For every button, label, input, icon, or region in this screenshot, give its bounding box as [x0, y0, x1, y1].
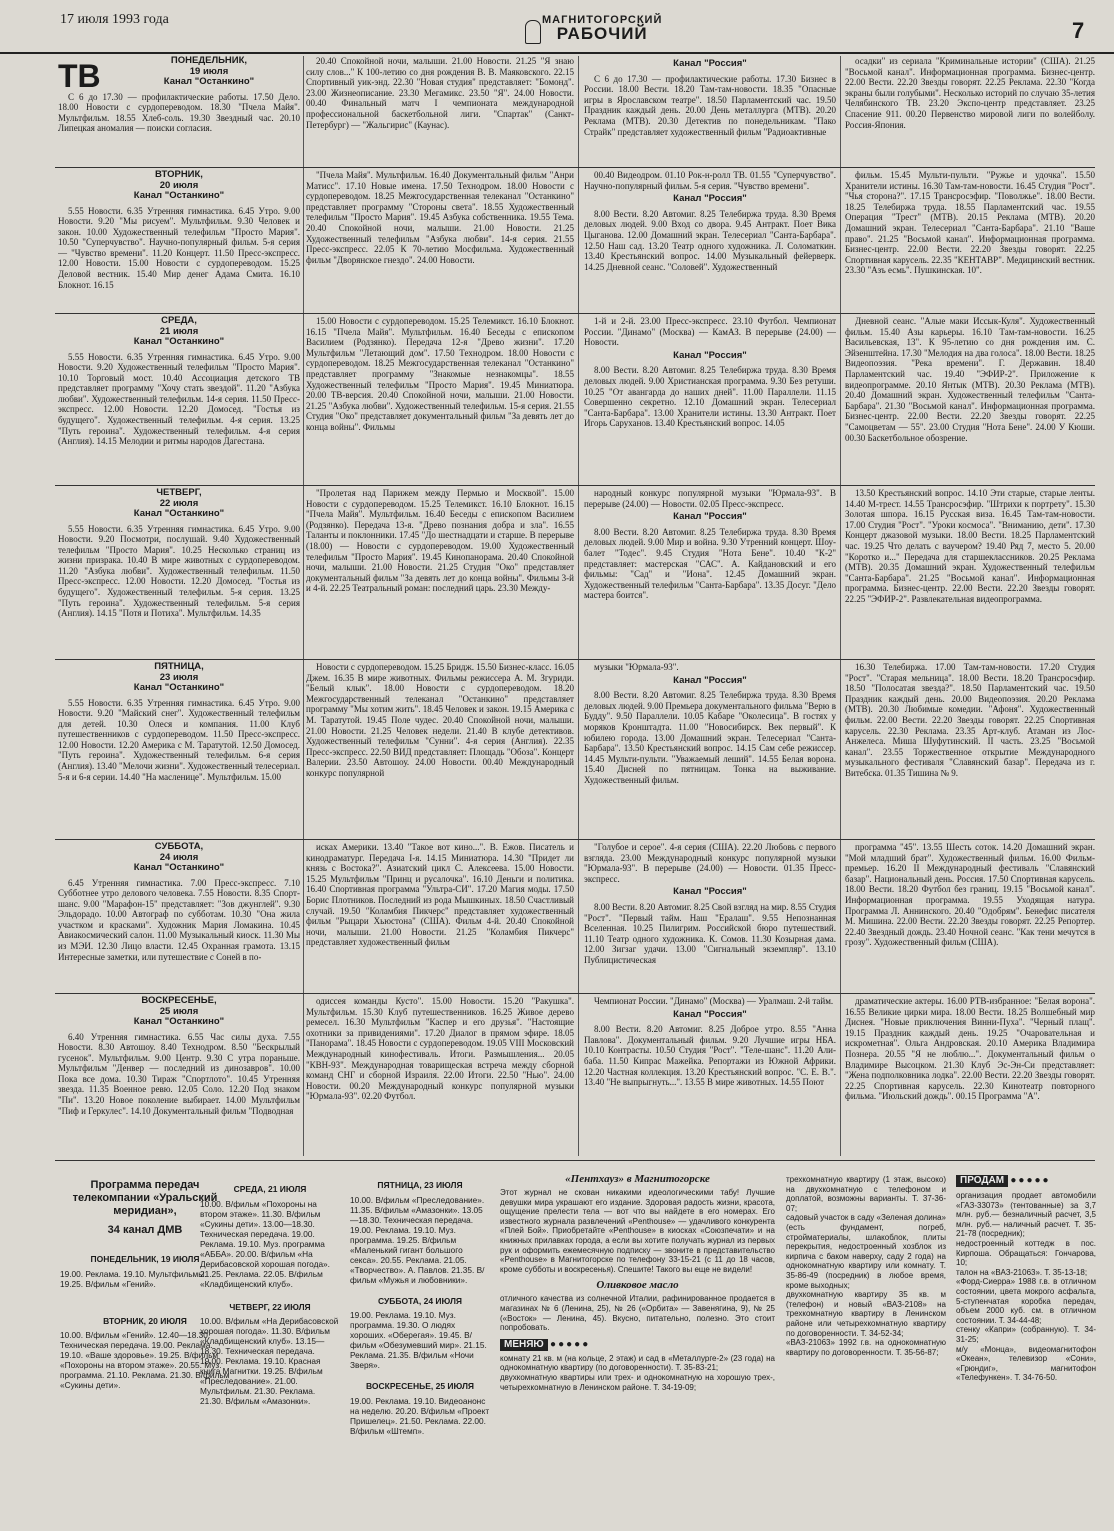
- day-separator: [55, 659, 1095, 660]
- schedule-column-1: [58, 56, 300, 166]
- sale-ads-column: [956, 1175, 1096, 1527]
- program-listing: 8.00 Вести. 8.20 Автомиг. 8.25 Телебиржа труда. 8.30 Время деловых людей. 9.00 Премьера документального фильма "Верю в Будду". 9.50 Параллели. 10.05 Кабаре "Околесица". В гостях у моряков Кронштадта. 11.00 "Новосибирск. Век первый". К юбилею города. 13.00 Домашний экран. Телесериал "Санта-Барбара". 13.50 Крестьянский вопрос. 14.15 Сам себе режиссер. 14.45 Мульти-пульти. "Уважаемый леший". 14.55 Белая ворона. 15.40 Дисней по пятницам. Тонка на выживание. Художественный фильм.: [584, 690, 836, 785]
- issue-date: 17 июля 1993 года: [60, 12, 169, 27]
- schedule-column-1: [58, 316, 300, 484]
- program-listing: 1-й и 2-й. 23.00 Пресс-экспресс. 23.10 Футбол. Чемпионат России. "Динамо" (Москва) — КамАЗ. В перерыве (24.00) — Новости.: [584, 316, 836, 348]
- channel-name: Канал "Россия": [673, 674, 747, 686]
- exchange-label: МЕНЯЮ: [500, 1339, 548, 1351]
- channel-name: Канал "Останкино": [133, 336, 225, 347]
- program-listing: 15.00 Новости с сурдопереводом. 15.25 Телемикст. 16.10 Блокнот. 16.15 "Пчела Майя". Мультфильм. 16.40 Беседы с епископом Василием (Родзянко). Передача 12-я "Древо жизни". 17.20 Мультфильм "Летающий дом". 17.50 Технодром. 18.00 Новости с сурдопереводом. 18.25 Межгосударственная телеканал "Останкино" представляет программу "Знакомые незнакомцы". 18.55 Художественный телефильм "Просто Мария". 19.45 Миниатюра. 20.00 ТВ-версия. 20.40 Спокойной ночи, малыши. 21.00 Новости. 21.25 "Азбука любви". Художественный телефильм. 15-я серия. 21.55 Студия "Око" представляет документальный фильм "За девять лет до конца войны". Фильмы: [306, 316, 574, 432]
- schedule-column-4: [845, 170, 1095, 312]
- schedule-column-1: [58, 488, 300, 658]
- ural-sunday-head: ВОСКРЕСЕНЬЕ, 25 ИЮЛЯ: [365, 1381, 475, 1391]
- ural-monday-head: ПОНЕДЕЛЬНИК, 19 ИЮЛЯ: [90, 1254, 200, 1264]
- channel-name: Канал "Останкино": [133, 1016, 225, 1027]
- column-rule: [840, 56, 841, 1156]
- day-separator: [55, 839, 1095, 840]
- newspaper-emblem-icon: [525, 20, 541, 44]
- schedule-column-3: [584, 56, 836, 166]
- penthouse-ad-title: «Пентхауз» в Магнитогорске: [565, 1173, 710, 1185]
- schedule-column-4: [845, 316, 1095, 484]
- program-listing: 5.55 Новости. 6.35 Утренняя гимнастика. 6.45 Утро. 9.00 Новости. 9.20 Художественный телефильм "Просто Мария". 10.10 Торговый мост. 10.40 Ассоциация детского ТВ представляет программу "Хочу стать звездой". 11.20 "Азбука любви". Художественный телефильм. 14-я серия. 11.50 Пресс-экспресс. 12.00 Новости. 12.20 Домосед. "Гостья из будущего". Художественный телефильм. 4-я серия. 13.25 "Путь героина". Художественный телефильм. 4-я серия (Англия). 14.15 Мелодии и ритмы народов Дагестана.: [58, 351, 300, 447]
- schedule-column-1: [58, 662, 300, 838]
- day-date: 24 июля: [159, 851, 199, 863]
- exchange-ads: комнату 21 кв. м (на кольце, 2 этаж) и сад в «Металлурге-2» (23 года) на однокомнатную квартиру (по договоренности). Т. 35-83-21; двухкомнатную квартиры или трех- и однокомнатную на хорошую трех-, четырехкомнатную в Ленинском районе. Т. 34-19-09;: [500, 1353, 775, 1392]
- program-listing: "Пролетая над Парижем между Пермью и Москвой". 15.00 Новости с сурдопереводом. 15.25 Телемикст. 16.10 Блокнот. 16.15 "Пчела Майя". Мультфильм. 16.40 Беседы с епископом Василием (Родзянко). Передача 13-я. "Древо познания добра и зла". 16.55 Таланты и поклонники. 17.45 "До шестнадцати и старше. В перерыве (18.00) — Новости с сурдопереводом. 19.00 Художественный телефильм "Просто Мария". 19.45 Кинопанорама. 20.40 Спокойной ночи, малыши. 21.00 Новости. 21.25 Студия "Око" представляет документальный фильм "За девять лет до конца войны". Фильмы 3-й и 4-й. 22.25 Театральный роман: последний царь. 23.30 Между-: [306, 488, 574, 594]
- channel-name: Канал "Россия": [673, 511, 747, 523]
- program-listing: "Пчела Майя". Мультфильм. 16.40 Документальный фильм "Анри Матисс". 17.10 Новые имена. 17.50 Технодром. 18.00 Новости с сурдопереводом. 18.25 Межгосударственная телеканал "Останкино" представляет программу "Стороны света". 18.55 Художественный телефильм "Просто Мария". 19.45 Азбука собственника. 19.55 Тема. 20.40 Спокойной ночи, малыши. 21.00 Новости. 21.25 Художественный телефильм "Азбука любви". 14-я серия. 21.55 Пресс-экспресс. 22.05 К 70-летию Мосфильма. Художественный фильм "Дворянское гнездо". 24.00 Новости.: [306, 170, 574, 265]
- decorative-dots-icon: ●●●●●: [550, 1338, 591, 1350]
- ural-saturday-head: СУББОТА, 24 ИЮЛЯ: [377, 1295, 463, 1306]
- day-separator: [55, 167, 1095, 168]
- schedule-column-3: [584, 662, 836, 838]
- channel-name: Канал "Россия": [673, 349, 747, 361]
- sale-label: ПРОДАМ: [956, 1175, 1008, 1187]
- program-listing: Чемпионат России. "Динамо" (Москва) — Уралмаш. 2-й тайм.: [594, 996, 834, 1006]
- program-listing: программа "45". 13.55 Шесть соток. 14.20 Домашний экран. "Мой младший брат". Художественный фильм. 16.00 Фильм-премьер. 16.20 II Международный фестиваль "Славянский базар". Национальный день. Россия. 17.50 Спортивная карусель. 18.00 Вести. 18.20 Футбол без границ. 19.15 "Восьмой канал". Информационная программа. 19.55 Уходящая натура. Программа Л. Аннинского. 20.40 "Одобрям". Бенефис писателя М. Мишина. 22.00 Вести. 22.20 Звезды говорят. 22.25 Репортер. 22.40 Звездный дождь. 23.40 Ночной сеанс. "Как тени мечутся в грозу". Художественный фильм (США).: [845, 842, 1095, 948]
- day-heading: [58, 842, 300, 874]
- day-date: 19 июля: [189, 65, 229, 77]
- program-listing: 8.00 Вести. 8.20 Автомиг. 8.25 Телебиржа труда. 8.30 Время деловых людей. 9.00 Мир и война. 9.30 Утренний концерт. Шоу-балет "Тодес". 9.45 Студия "Нота Бене". 10.40 "К-2" представляет: мастерская "САС". А. Кайдановский и его фильмы: "Сад" и "Иона". 12.45 Домашний экран. Художественный телефильм "Санта-Барбара". 13.35 Досуг. "Дело мастера боится".: [584, 526, 836, 601]
- program-listing: осадки" из сериала "Криминальные истории" (США). 21.25 "Восьмой канал". Информационная программа. Бизнес-центр. 22.00 Вести. 22.20 Звезды говорят. 22.25 Реклама. 22.30 "Когда экраны были голубыми". Несколько историй по случаю 35-летия Челябинского ТВ. 23.20 Экспо-центр представляет. 23.25 Спасение 911. 00.20 Первенство мировой лиги по волейболу. Россия-Япония.: [845, 56, 1095, 130]
- program-listing: Дневной сеанс. "Алые маки Иссык-Куля". Художественный фильм. 15.40 Азы карьеры. 16.10 Там-там-новости. 16.25 Васильевская, 13". К 95-летию со дня рождения им. С. Эйзенштейна. 17.30 "Мелодия на два голоса". 18.00 Вести. 18.25 Видеопоэзия. "Река времени". Г. Державин. 18.40 Парламентский час. 19.40 "ЭФИР-2". Приложение к видеопрограмме. 20.10 Янтык (МТВ). 20.30 Реклама (МТВ). 20.40 Домашний экран. Художественный телефильм "Санта-Барбара". 21.30 "Восьмой канал". Информационная программа. Бизнес-центр. 22.00 Вести. 22.20 Звезды говорят. 22.25 "Самоцветам — 55". 23.00 Студия "Нота Бене". 24.00 У Кюши. 00.30 Баскетбольное обозрение.: [845, 316, 1095, 443]
- program-listing: народный конкурс популярной музыки "Юрмала-93". В перерыве (24.00) — Новости. 02.05 Пресс-экспресс.: [584, 488, 836, 509]
- day-name: ЧЕТВЕРГ,: [156, 488, 202, 498]
- program-listing: 6.45 Утренняя гимнастика. 7.00 Пресс-экспресс. 7.10 Субботнее утро делового человека. 7.55 Новости. 8.35 Спорт-шанс. 9.00 "Марафон-15" представляет: "Зов джунглей". 9.30 Эльдорадо. 10.00 Автограф по субботам. 10.30 "Она жила участком и красками". Художник Мария Ломакина. 10.45 Авиакосмический салон. 11.00 Музыкальный киоск. 11.30 Мы из МЭИ. 12.30 Лицо власти. 12.45 Охранная грамота. 13.15 Интересные заметки, или путешествие с Соней в по-: [58, 877, 300, 962]
- program-listing: драматические актеры. 16.00 РТВ-избранное: "Белая ворона". 16.55 Великие цирки мира. 18.00 Вести. 18.25 Волшебный мир Диснея. "Новые приключения Винни-Пуха". "Черный плащ". 19.15 Праздник каждый день. 19.25 "Очаровательная и искрометная". Ольга Андровская. 20.10 Америка Владимира Познера. 20.55 "Я не люблю...". Документальный фильм о Владимире Высоцком. 21.30 Клуб Эс-Эн-Си представляет: "Жена подполковника лодка". 22.00 Вести. 22.20 Звезды говорят. 22.25 Спортивная карусель. 22.30 Кинотеатр повторного фильма. "Июльский дождь". 00.15 Программа "А".: [845, 996, 1095, 1102]
- schedule-column-3: [584, 842, 836, 992]
- ural-wednesday-head: СРЕДА, 21 ИЮЛЯ: [233, 1184, 307, 1194]
- logo-line-2: РАБОЧИЙ: [556, 24, 648, 43]
- channel-name: Канал "Россия": [673, 1008, 747, 1020]
- penthouse-ad-text: Этот журнал не скован никакими идеологическими табу! Лучшие девушки мира украшают его издание. Здоровая радость жизни, красота, ощущение прелести тела — вот что вы найдете в его номерах. Его известного журнала развлечений «Penthouse» — удачливого конкурента «Плей Бой». Приобретайте «Penthouse» в киосках «Союзпечати» и на книжных прилавках города, а если вы хотите получать журнал из первых рук и оформить ежемесячную подписку — звоните в представительство «Penthouse» в Магнитогорске по телефону 33-15-21 (с 11 до 18 часов, кроме субботы и воскресенья). Спешите! Такого вы еще не видели!: [500, 1188, 775, 1274]
- ural-saturday: 19.00. Реклама. 19.10. Муз. программа. 19.30. О людях хороших. «Оберегая». 19.45. В/фильм «Обезумевший мир». 21.15. Реклама. 21.35. В/фильм «Ночи Зверя».: [350, 1310, 487, 1370]
- schedule-column-2: [306, 56, 574, 166]
- decorative-dots-icon: ●●●●●: [1010, 1175, 1051, 1186]
- schedule-column-3: [584, 996, 836, 1156]
- program-listing: С 6 до 17.30 — профилактические работы. 17.50 Дело. 18.00 Новости с сурдопереводом. 18.30 "Пчела Майя". Мультфильм. 18.55 Хлеб-соль. 19.30 Звездный час. 20.10 Липецкая аномалия — поиски согласия.: [58, 91, 300, 134]
- bottom-section: [0, 1165, 1114, 1531]
- day-name: ПОНЕДЕЛЬНИК,: [170, 56, 248, 66]
- ural-thursday: 10.00. В/фильм «На Дерибасовской хорошая погода». 11.30. В/фильм «Кладбищенский клуб». 13.15—18.30. Техническая передача. 19.00. Реклама. 19.10. Красная книга Магнитки. 19.25. В/фильм «Преследование». 21.00. Мультфильм. 21.30. Реклама. 21.30. В/фильм «Амазонки».: [200, 1316, 339, 1406]
- day-separator: [55, 485, 1095, 486]
- program-listing: 8.00 Вести. 8.20 Автомиг. 8.25 Свой взгляд на мир. 8.55 Студия "Рост". "Первый тайм. Наш "Ералаш". 9.55 Непознанная Вселенная. 10.25 Пилигрим. Российской бюро путешествий. 11.10 Театр одного художника. К. Сомов. 11.30 Козырная дама. 12.00 Зигзаг удачи. 13.00 "Сигнальный экземпляр". 13.10 Публицистическая: [584, 901, 836, 965]
- ural-title: Программа передач телекомпании «Уральский меридиан»,: [72, 1179, 218, 1217]
- program-listing: Новости с сурдопереводом. 15.25 Бридж. 15.50 Бизнес-класс. 16.05 Джем. 16.35 В мире животных. Фильмы режиссера А. М. Згуриди. "Белый клык". 18.00 Новости с сурдопереводом. 18.20 Межгосударственный телеканал "Останкино" представляет программу "Мы хотим жить". 18.45 Человек и закон. 19.15 Америка с М. Таратутой. 19.45 Поле чудес. 20.40 Спокойной ночи, малыши. 21.00 Новости. 21.25 Человек недели. 21.40 В клубе детективов. Художественный телефильм "Сунни". 4-я серия (Англия). 22.35 Пресс-экспресс. 22.50 ВИД представляет: Площадь "Обоза". Концерт Валерии. 23.50 Автошоу. 24.00 Новости. 00.40 Международный конкурс популярной: [306, 662, 574, 778]
- schedule-column-2: [306, 316, 574, 484]
- day-date: 21 июля: [159, 325, 199, 337]
- ural-friday-head: ПЯТНИЦА, 23 ИЮЛЯ: [377, 1180, 463, 1190]
- schedule-column-3: [584, 170, 836, 312]
- program-listing: 13.50 Крестьянский вопрос. 14.10 Эти старые, старые ленты. 14.40 М-трест. 14.55 Трансросэфир. "Штрихи к портрету". 15.30 Золотая шпора. 16.15 Русская виза. 16.45 Там-там-новости. 17.00 Студия "Рост". "Уроки космоса". "Вниманию, дети". 17.30 Концерт джазовой музыки. 18.00 Вести. 18.25 Парламентский час. 19.25 Что делать с ваучером? 19.40 Ряд 7, место 5. 20.00 "Коротко и..." Передача для старшеклассников. 20.25 Реклама (МТВ). 20.35 Домашний экран. Художественный телефильм "Санта-Барбара". 21.25 "Восьмой канал". Информационная программа. Бизнес-центр. 22.00 Вести. 22.20 Звезды говорят. 22.25 "ЭФИР-2". Развлекательная видеопрограмма.: [845, 488, 1095, 604]
- day-name: СУББОТА,: [154, 842, 204, 852]
- program-listing: одиссея команды Кусто". 15.00 Новости. 15.20 "Ракушка". Мультфильм. 15.30 Клуб путешественников. 16.25 Живое дерево ремесел. 16.30 Мультфильм "Каспер и его друзья". "Настоящие охотники за привидениями". 17.20 Диалог в прямом эфире. 18.05 "Панорама". 18.45 Новости с сурдопереводом. 19.05 VIII Московский Международный кинофестиваль. Итоги. Размышления... 20.05 "КВН-93". Международная товарищеская встреча между сборной команд СНГ и сборной Израиля. 22.00 Итоги. 22.50 "Нью". 24.00 Новости. 00.20 Международный конкурс популярной музыки "Юрмала-93". 02.20 Футбол.: [306, 996, 574, 1102]
- day-heading: [118, 56, 300, 88]
- tv-section-title: ТВ: [58, 58, 101, 94]
- program-listing: 00.40 Видеодром. 01.10 Рок-н-ролл ТВ. 01.55 "Суперчувство". Научно-популярный фильм. 5-я серия. "Чувство времени".: [584, 170, 836, 191]
- day-name: ПЯТНИЦА,: [154, 662, 204, 672]
- program-listing: 16.30 Телебиржа. 17.00 Там-там-новости. 17.20 Студия "Рост". "Старая мельница". 18.00 Вести. 18.20 Трансросэфир. 18.50 "Полосатая звезда?". 18.50 Парламентский час. 19.50 Праздник каждый день. 20.00 Видеопоэзия. 20.20 Реклама (МТВ). 20.30 Любимые комедии. "Афоня". Художественный фильм. 22.00 Вести. 22.20 Звезды говорят. 22.25 Спортивная карусель. 22.30 Реклама. 23.35 Арт-клуб. Атаман из Лос-Анжелеса. Миша Шуфутинский. II часть. 23.25 "Восьмой канал". 23.55 Торжественное открытие Международного музыкального фестиваля "Славянский базар". Передача из г. Витебска. 01.35 Тишина № 9.: [845, 662, 1095, 778]
- program-listing: музыки "Юрмала-93".: [594, 662, 679, 672]
- day-date: 20 июля: [159, 179, 199, 191]
- program-listing: 5.55 Новости. 6.35 Утренняя гимнастика. 6.45 Утро. 9.00 Новости. 9.20 "Мы рисуем". Мультфильм. 9.30 Человек и закон. 10.00 Художественный телефильм "Просто Мария". 10.50 "Суперчувство". Научно-популярный фильм. 5-я серия — "Чувство времени". 11.20 Концерт. 11.50 Пресс-экспресс. 12.00 Новости. 15.00 Новости с сурдопереводом. 15.25 Деловой вестник. 15.40 Мир денег Адама Смита. 16.10 Блокнот. 16.15: [58, 205, 300, 290]
- exchange-ads-column: [786, 1175, 946, 1527]
- channel-name: Канал "Россия": [673, 886, 747, 898]
- logo-line-1: МАГНИТОГОРСКИЙ: [542, 14, 663, 26]
- schedule-column-3: [584, 316, 836, 484]
- day-name: ВТОРНИК,: [155, 170, 203, 180]
- day-date: 22 июля: [159, 497, 199, 509]
- ural-thursday-head: ЧЕТВЕРГ, 22 ИЮЛЯ: [229, 1301, 311, 1312]
- schedule-column-4: [845, 662, 1095, 838]
- olive-oil-ad-text: отличного качества из солнечной Италии, рафинированное продается в магазинах № 6 (Ленина, 25), № 26 («Орбита» — Завенягина, 9), № 25 («Восток» — Ленина, 45). Вкусно, питательно, полезно. Это стоит попробовать.: [500, 1294, 775, 1333]
- day-name: ВОСКРЕСЕНЬЕ,: [141, 996, 217, 1006]
- channel-name: Канал "Останкино": [133, 862, 225, 873]
- program-listing: 8.00 Вести. 8.20 Автомиг. 8.25 Доброе утро. 8.55 "Анна Павлова". Документальный фильм. 9.20 Лучшие игры НБА. 10.10 Контрасты. 10.50 Студия "Рост". "Теле-шанс". 11.20 Али-баба. 11.50 Кипрас Мажейка. Репортажи из Южной Африки. 12.20 Частная коллекция. 13.20 Крестьянский вопрос. "С. Е. В.". 13.40 "Не выпрыгнуть...". 13.55 В мире животных. 14.55 Поют: [584, 1024, 836, 1088]
- schedule-column-2: [306, 842, 574, 992]
- schedule-column-2: [306, 662, 574, 838]
- page-number: 7: [1072, 18, 1085, 43]
- program-listing: 6.40 Утренняя гимнастика. 6.55 Час силы духа. 7.55 Новости. 8.30 Автошоу. 8.40 Технодром. 8.50 "Бескрылый гусенок". Мультфильм. 9.00 Центр. 9.30 С утра пораньше. Мультфильм "Денвер — последний из динозавров". 10.00 Пока все дома. 10.30 Тираж "Спортлото". 10.45 Утренняя звезда. 11.35 Военное ревю. 12.05 Соло. 12.20 Под знаком "Пи". 13.20 Новое поколение выбирает. 14.00 Мультфильм "Пиф и Геркулес". 14.10 Документальный фильм "Подводная: [58, 1031, 300, 1116]
- day-separator: [55, 993, 1095, 994]
- masthead: [0, 0, 1114, 54]
- ural-column-2: [200, 1179, 340, 1529]
- olive-oil-ad-title: Оливковое масло: [596, 1279, 679, 1292]
- day-heading: [58, 170, 300, 202]
- program-listing: С 6 до 17.30 — профилактические работы. 17.30 Бизнес в России. 18.00 Вести. 18.20 Там-там-новости. 18.35 "Опасные игры в Ярославском театре". 18.50 Парламентский час. 19.50 Праздник каждый день. 20.00 День металлурга (МТВ). 20.20 Реклама (МТВ). 20.30 Детектив по понедельникам. "Пако Страйк" представляет художественный фильм "Радиоактивные: [584, 73, 836, 137]
- exchange-heading: [500, 1339, 775, 1351]
- program-listing: фильм. 15.45 Мульти-пульти. "Ружье и удочка". 15.50 Хранители истины. 16.30 Там-там-новости. 16.45 Студия "Рост". "Чья сторона?". 17.15 Трансросэфир. "Поволжье". 18.00 Вести. 18.25 Телебиржа труда. 18.55 Парламентский час. 19.55 Операция "Трест" (МТВ). 20.15 Реклама (МТВ). 20.20 Домашний экран. Телесериал "Санта-Барбара". 21.10 "Ваше право". 21.25 "Восьмой канал". Информационная программа. Бизнес-центр. 22.00 Вести. 22.20 Звезды говорят. 22.25 Спортивная карусель. 22.35 "КЕНТАВР". Медицинский вестник. 23.30 "Азъ есмь". Пушкинская. 10".: [845, 170, 1095, 276]
- schedule-column-2: [306, 170, 574, 312]
- schedule-column-1: [58, 170, 300, 312]
- schedule-column-4: [845, 56, 1095, 166]
- exchange-ads-2: трехкомнатную квартиру (1 этаж, высоко) на двухкомнатную с телефоном и доплатой, возможны варианты. Т. 37-36-07; садовый участок в саду «Зеленая долина» (есть фундамент, погреб, стройматериалы, шлакоблок, плиты перекрытия, недостроенный хозблок из кирпича с баком наверху, саду 2 года) на однокомнатную квартиру или комнату. Т. 35-86-49 (посредник) в любое время, кроме выходных; двухкомнатную квартиру 35 кв. м (телефон) и новый «ВАЗ-2108» на трехкомнатную квартиру в Ленинском районе или четырехкомнатную квартиру по договоренности. Т. 34-52-34; «ВАЗ-21063» 1992 г.в. на однокомнатную квартиру по договоренности. Т. 35-56-87;: [786, 1175, 946, 1357]
- ural-tuesday: 10.00. В/фильм «Гений». 12.40—18.30. Техническая передача. 19.00. Реклама. 19.10. «Ваше здоровье». 19.25. В/фильм «Похороны на втором этаже». 20.55. Муз. программа. 21.10. Реклама. 21.30. В/фильм «Сукины дети».: [60, 1330, 230, 1390]
- schedule-column-2: [306, 996, 574, 1156]
- channel-name: Канал "Останкино": [163, 76, 255, 87]
- channel-name: Канал "Россия": [673, 193, 747, 205]
- channel-name: Канал "Останкино": [133, 190, 225, 201]
- schedule-column-1: [58, 842, 300, 992]
- program-listing: 20.40 Спокойной ночи, малыши. 21.00 Новости. 21.25 "Я знаю силу слов..." К 100-летию со дня рождения В. В. Маяковского. 22.15 Спортивный уик-энд. 22.30 "Новая студия" представляет: "Бомонд". 23.00 Жизнеописание. 23.30 Мегамикс. 23.50 "Я". 24.00 Новости. 00.40 Финальный матч I чемпионата международной профессиональной баскетбольной лиги. "Спартак" (Санкт-Петербург) — "Жальгирис" (Каунас).: [306, 56, 574, 130]
- day-heading: [58, 996, 300, 1028]
- channel-name: Канал "Останкино": [133, 508, 225, 519]
- ural-column-3: [350, 1175, 490, 1525]
- program-listing: 5.55 Новости. 6.35 Утренняя гимнастика. 6.45 Утро. 9.00 Новости. 9.20 Посмотри, послушай. 9.40 Художественный телефильм "Просто Мария". 10.25 Несколько страниц из жизни призрака. 10.40 В мире животных с сурдопереводом. 11.20 "Азбука любви". Художественный телефильм. 11.50 Пресс-экспресс. 12.00 Новости. 12.20 Домосед. "Гостья из будущего". Художественный телефильм. 5-я серия. 13.25 "Путь героина". Художественный телефильм. 5-я серия (Англия). 14.15 "Потя и Потиха". Мультфильм. 14.35: [58, 523, 300, 619]
- program-listing: 8.00 Вести. 8.20 Автомиг. 8.25 Телебиржа труда. 8.30 Время деловых людей. 9.00 Христианская программа. 9.30 Без ретуши. 10.25 "От авангарда до наших дней". 11.00 Параллели. 11.15 Совершенно секретно. 12.10 Домашний экран. Телесериал "Санта-Барбара". 13.00 Хранители истины. 13.30 Антракт. Поет Игорь Саруханов. 13.40 Крестьянский вопрос. 14.05: [584, 365, 836, 429]
- schedule-column-4: [845, 842, 1095, 992]
- program-listing: "Голубое и серое". 4-я серия (США). 22.20 Любовь с первого взгляда. 23.00 Международный конкурс популярной музыки "Юрмала-93". В перерыве (24.00) — Новости. 01.35 Пресс-экспресс.: [584, 842, 836, 884]
- day-separator: [55, 313, 1095, 314]
- program-listing: 5.55 Новости. 6.35 Утренняя гимнастика. 6.45 Утро. 9.00 Новости. 9.20 "Майский снег". Художественный телефильм для детей. 10.30 Олеся и компания. 11.00 Клуб путешественников с сурдопереводом. 11.50 Пресс-экспресс. 12.00 Новости. 12.20 Америка с М. Таратутой. 12.50 Домосед. "Путь героина". Художественный телефильм. 6-я серия (Англия). 13.40 "Мелочи жизни". Художественный телесериал. 5-я и 6-я серии. 14.40 "На масленице". Мультфильм. 15.00: [58, 697, 300, 782]
- day-heading: [58, 488, 300, 520]
- column-rule: [303, 56, 304, 1156]
- program-listing: исках Америки. 13.40 "Такое вот кино...". В. Ежов. Писатель и кинодраматург. Передача I-я. 14.15 Миниатюра. 14.30 "Придет ли князь с Востока?". Азиатский цикл С. Алексеева. 15.00 Новости. 15.25 Мультфильм "Принц и русалочка". 16.10 Деньги и политика. 16.40 Спортивная программа "Ультра-СИ". 17.20 Магия моды. 17.50 Борис Плотников. Последний из рода Мышкиных. 18.50 Счастливый случай. 19.50 "Коламбия Пикчерс" представляет художественный фильм "Рыцари Хьюстона" (США). Фильм 4-й. 20.40 Спокойной ночи, малыши. 21.00 Новости. 21.25 "Коламбия Пикчерс" представляет художественный фильм: [306, 842, 574, 948]
- newspaper-logo: [542, 14, 663, 43]
- day-heading: [58, 662, 300, 694]
- program-listing: 8.00 Вести. 8.20 Автомиг. 8.25 Телебиржа труда. 8.30 Время деловых людей. 9.00 Вход со двора. 9.45 Антракт. Поет Вика Цыганова. 12.00 Домашний экран. Телесериал "Санта-Барбара". 12.50 Наш сад. 13.20 Театр одного художника. Л. Соломаткин. 13.40 Крестьянский вопрос. 14.00 Музыкальный фейерверк. 14.25 Дневной сеанс. "Соловей". Художественный: [584, 208, 836, 272]
- day-heading: [58, 316, 300, 348]
- schedule-column-4: [845, 488, 1095, 658]
- sale-ads: организация продает автомобили «ГАЗ-33073» (тентованные) за 3,7 млн. руб.— безналичный расчет, 3,5 млн. руб.— наличный расчет. Т. 35-21-78 (посредник); недостроенный коттедж в пос. Кирпоша. Обращаться: Гончарова, 10; талон на «ВАЗ-21063». Т. 35-13-18; «Форд-Сиерра» 1988 г.в. в отличном состоянии, цвета мокрого асфальта, 5-ступенчатая коробка передач, объем 2000 куб. см. в отличном состоянии. Т. 34-44-48; стенку «Капри» (собранную). Т. 34-31-25; м/у «Монца», видеомагнитофон «Океан», телевизор «Сони», «Грюндиг», магнитофон «Телефункен». Т. 34-76-50.: [956, 1191, 1096, 1383]
- day-name: СРЕДА,: [161, 316, 197, 326]
- ads-column: [500, 1171, 775, 1527]
- ural-monday: 19.00. Реклама. 19.10. Мультфильмы. 19.25. В/фильм «Гений».: [60, 1268, 207, 1289]
- day-date: 25 июля: [159, 1005, 199, 1017]
- ural-wednesday: 10.00. В/фильм «Похороны на втором этаже». 11.30. В/фильм «Сукины дети». 13.00—18.30. Техническая передача. 19.00. Реклама. 19.10. Муз. программа «АББА». 20.00. В/фильм «На Дерибасовской хорошая погода». 21.25. Реклама. 22.05. В/фильм «Кладбищенский клуб».: [200, 1198, 330, 1289]
- channel-name: Канал "Россия": [673, 58, 747, 69]
- day-date: 23 июля: [159, 671, 199, 683]
- section-rule: [55, 1160, 1095, 1161]
- ural-sunday: 19.00. Реклама. 19.10. Видеоанонс на неделю. 20.20. В/фильм «Проект Пришелец». 21.50. Реклама. 22.00. В/фильм «Штемп».: [350, 1395, 490, 1436]
- schedule-column-1: [58, 996, 300, 1156]
- schedule-column-4: [845, 996, 1095, 1156]
- ural-tuesday-head: ВТОРНИК, 20 ИЮЛЯ: [103, 1315, 187, 1326]
- ural-friday: 10.00. В/фильм «Преследование». 11.35. В/фильм «Амазонки». 13.05—18.30. Техническая передача. 19.00. Реклама. 19.10. Муз. программа. 19.25. В/фильм «Маленький гигант большого секса». 20.55. Реклама. 21.05. «Творчество». А. Павлов. 21.35. В/фильм «Мужья и любовники».: [350, 1194, 485, 1285]
- ural-channel: 34 канал ДМВ: [107, 1224, 183, 1236]
- schedule-column-2: [306, 488, 574, 658]
- schedule-column-3: [584, 488, 836, 658]
- sale-heading: [956, 1175, 1096, 1187]
- column-rule: [578, 56, 579, 1156]
- channel-name: Канал "Останкино": [133, 682, 225, 693]
